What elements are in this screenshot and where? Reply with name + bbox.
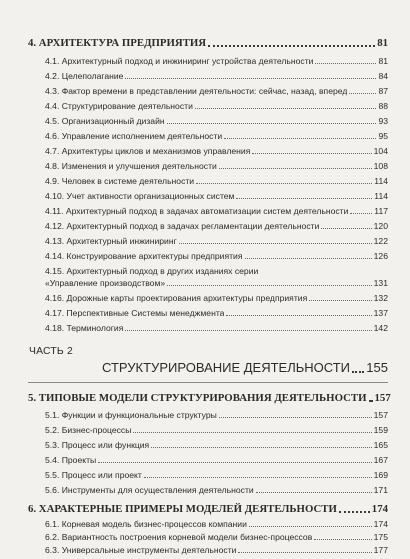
toc-entry-5-3 (45, 440, 388, 450)
toc-entry-page: 117 (374, 206, 388, 216)
toc-entry-title: 4.18. Терминология (45, 323, 124, 333)
dot-leader (321, 228, 371, 229)
part-page: 155 (366, 360, 388, 375)
dot-leader (238, 552, 371, 553)
dot-leader (179, 243, 372, 244)
toc-entry-4-14 (45, 251, 388, 261)
toc-entry-title: 5.4. Проекты (45, 455, 97, 465)
dot-leader (219, 417, 372, 418)
dot-leader (151, 447, 371, 448)
dot-leader (314, 539, 371, 540)
toc-entry-page: 108 (373, 161, 388, 171)
dot-leader (226, 315, 371, 316)
toc-entry-page: 104 (373, 146, 388, 156)
dot-leader (224, 138, 376, 139)
toc-heading-4 (28, 37, 388, 49)
toc-heading-title: 5. ТИПОВЫЕ МОДЕЛИ СТРУКТУРИРОВАНИЯ ДЕЯТЕЛЬНОСТИ (28, 392, 367, 404)
toc-entry-6-2 (45, 532, 388, 542)
toc-entry-title: 5.6. Инструменты для осуществления деятельности (45, 485, 254, 495)
toc-entry-title: 4.11. Архитектурный подход в задачах автоматизации систем деятельности (45, 206, 349, 216)
toc-entry-page: 174 (373, 519, 388, 529)
toc-entry-page: 122 (373, 236, 388, 246)
toc-entry-title: 4.15. Архитектурный подход в других изданиях серии (45, 266, 259, 276)
toc-entry-title: 5.3. Процесс или функция (45, 440, 150, 450)
dot-leader (125, 78, 376, 79)
toc-entry-4-15 (45, 266, 388, 276)
dot-leader (167, 123, 377, 124)
toc-entry-title: 4.9. Человек в системе деятельности (45, 176, 195, 186)
toc-entry-title: 5.2. Бизнес-процессы (45, 425, 132, 435)
toc-entry-page: 169 (373, 470, 388, 480)
toc-entry-title: 4.5. Организационный дизайн (45, 116, 165, 126)
dot-leader (208, 45, 375, 47)
toc-entry-title: 4.2. Целеполагание (45, 71, 124, 81)
toc-heading-page: 81 (377, 37, 388, 49)
toc-entry-page: 175 (373, 532, 388, 542)
toc-entry-page: 137 (373, 308, 388, 318)
toc-entry-4-9 (45, 176, 388, 186)
toc-entry-4-17 (45, 308, 388, 318)
toc-entry-4-5 (45, 116, 388, 126)
toc-entry-page: 114 (374, 176, 388, 186)
dot-leader (196, 183, 372, 184)
toc-entry-page: 167 (373, 455, 388, 465)
dot-leader (249, 526, 372, 527)
dot-leader (195, 108, 377, 109)
toc-entry-6-3 (45, 545, 388, 555)
toc-entry-title: 4.14. Конструирование архитектуры предприятия (45, 251, 243, 261)
dot-leader (349, 93, 376, 94)
toc-entry-title: 4.13. Архитектурный инжиниринг (45, 236, 177, 246)
toc-entry-4-2 (45, 71, 388, 81)
toc-entry-title: 4.10. Учет активности организационных систем (45, 191, 235, 201)
toc-entry-page: 93 (378, 116, 388, 126)
toc-entry-title: 4.7. Архитектуры циклов и механизмов управления (45, 146, 251, 156)
part-title-row (102, 361, 388, 375)
dot-leader (369, 400, 373, 402)
toc-entry-page: 88 (378, 101, 388, 111)
toc-entry-4-8 (45, 161, 388, 171)
toc-entry-title: 4.17. Перспективные Системы менеджмента (45, 308, 225, 318)
dot-leader (315, 63, 376, 64)
toc-entry-4-18 (45, 323, 388, 333)
toc-entry-title: 4.12. Архитектурный подход в задачах регламентации деятельности (45, 221, 320, 231)
toc-entry-page: 120 (373, 221, 388, 231)
toc-entry-4-10 (45, 191, 388, 201)
toc-entry-4-16 (45, 293, 388, 303)
toc-entry-4-12 (45, 221, 388, 231)
toc-entry-page: 114 (374, 191, 388, 201)
dot-leader (252, 153, 371, 154)
toc-entry-4-4 (45, 101, 388, 111)
toc-heading-5 (28, 392, 391, 404)
toc-entry-title: 4.6. Управление исполнением деятельности (45, 131, 223, 141)
toc-entry-title: 6.3. Универсальные инструменты деятельности (45, 545, 237, 555)
dot-leader (125, 330, 371, 331)
dot-leader (256, 492, 372, 493)
toc-entry-4-6 (45, 131, 388, 141)
toc-entry-4-3 (45, 86, 388, 96)
toc-entry-4-13 (45, 236, 388, 246)
toc-entry-5-2 (45, 425, 388, 435)
toc-heading-page: 174 (371, 503, 388, 515)
dot-leader (350, 213, 372, 214)
dot-leader (98, 462, 371, 463)
toc-entry-page: 142 (373, 323, 388, 333)
toc-entry-4-1 (45, 56, 388, 66)
toc-entry-4-15-cont (45, 278, 388, 288)
toc-entry-title: 4.1. Архитектурный подход и инжиниринг устройства деятельности (45, 56, 314, 66)
part-divider (28, 382, 388, 383)
toc-entry-page: 87 (378, 86, 388, 96)
toc-entry-title: 5.5. Процесс или проект (45, 470, 142, 480)
toc-heading-6 (28, 503, 388, 515)
toc-entry-page: 157 (373, 410, 388, 420)
toc-entry-page: 84 (378, 71, 388, 81)
toc-entry-5-5 (45, 470, 388, 480)
toc-entry-page: 171 (373, 485, 388, 495)
toc-entry-title: 5.1. Функции и функциональные структуры (45, 410, 217, 420)
part-label: ЧАСТЬ 2 (29, 346, 74, 357)
toc-entry-5-6 (45, 485, 388, 495)
toc-entry-5-4 (45, 455, 388, 465)
toc-entry-page: 159 (373, 425, 388, 435)
dot-leader (236, 198, 372, 199)
toc-entry-title: 4.4. Структурирование деятельности (45, 101, 193, 111)
toc-entry-title: 6.2. Вариантность построения корневой модели бизнес-процессов (45, 532, 313, 542)
toc-entry-page: 165 (373, 440, 388, 450)
part-title: СТРУКТУРИРОВАНИЕ ДЕЯТЕЛЬНОСТИ (102, 361, 351, 375)
dot-leader (144, 477, 372, 478)
toc-entry-page: 132 (373, 293, 388, 303)
dot-leader (245, 258, 372, 259)
toc-heading-title: 6. ХАРАКТЕРНЫЕ ПРИМЕРЫ МОДЕЛЕЙ ДЕЯТЕЛЬНОСТИ (28, 503, 337, 515)
toc-entry-4-11 (45, 206, 388, 216)
dot-leader (167, 285, 372, 286)
toc-entry-page: 81 (378, 56, 388, 66)
toc-entry-page: 95 (378, 131, 388, 141)
toc-heading-page: 157 (374, 392, 391, 404)
toc-entry-page: 126 (373, 251, 388, 261)
dot-leader (309, 300, 371, 301)
toc-entry-title: 4.3. Фактор времени в представлении деятельности: сейчас, назад, вперед (45, 86, 348, 96)
toc-entry-title: 4.16. Дорожные карты проектирования архитектуры предприятия (45, 293, 308, 303)
toc-entry-title: 4.8. Изменения и улучшения деятельности (45, 161, 217, 171)
toc-entry-4-7 (45, 146, 388, 156)
toc-entry-title: 6.1. Корневая модель бизнес-процессов компании (45, 519, 247, 529)
dot-leader (133, 432, 371, 433)
toc-entry-title: «Управление производством» (45, 278, 166, 288)
toc-entry-page: 177 (373, 545, 388, 555)
toc-heading-title: 4. АРХИТЕКТУРА ПРЕДПРИЯТИЯ (28, 37, 207, 49)
toc-entry-6-1 (45, 519, 388, 529)
dot-leader (219, 168, 372, 169)
toc-entry-page: 131 (373, 278, 388, 288)
toc-entry-5-1 (45, 410, 388, 420)
dot-leader (352, 371, 364, 373)
dot-leader (339, 511, 370, 513)
